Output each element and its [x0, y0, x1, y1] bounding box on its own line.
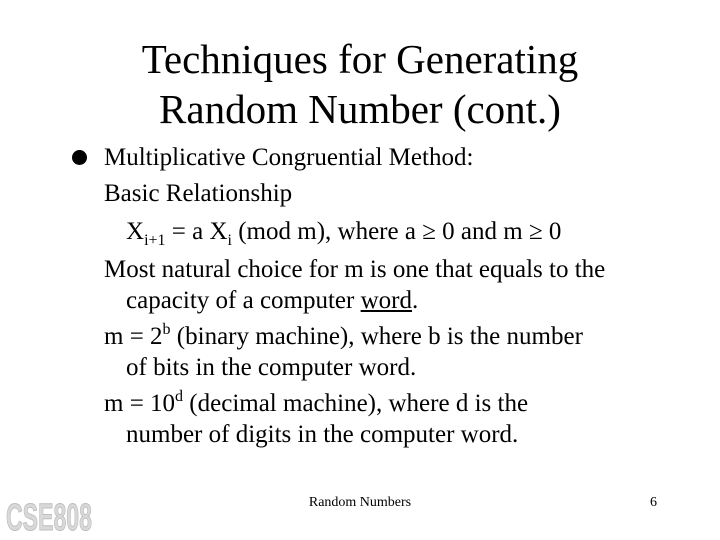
footer-title: Random Numbers — [308, 495, 412, 510]
binary-exponent: b — [162, 321, 171, 338]
decimal-suffix: (decimal machine), where d is the — [183, 390, 529, 417]
recurrence-formula — [126, 216, 561, 247]
natural-choice-suffix: . — [412, 287, 419, 314]
natural-choice-line-1: Most natural choice for m is one that equals to the — [104, 256, 606, 283]
formula-subscript-next: i+1 — [144, 232, 166, 249]
formula-rest: (mod m), where a ≥ 0 and m ≥ 0 — [231, 218, 562, 245]
binary-prefix: m = 2 — [104, 323, 163, 350]
decimal-line-1 — [104, 388, 528, 419]
logo-text: CSE808 — [6, 497, 92, 539]
basic-relationship-label: Basic Relationship — [104, 180, 293, 207]
formula-subscript-i: i — [227, 232, 232, 249]
bullet-icon — [72, 150, 87, 165]
formula-equals: = a X — [165, 218, 228, 245]
underlined-word: word — [360, 287, 412, 314]
binary-line-1 — [104, 321, 583, 352]
binary-suffix: (binary machine), where b is the number — [170, 323, 583, 350]
slide-title — [0, 34, 720, 134]
method-heading: Multiplicative Congruential Method: — [104, 144, 474, 171]
decimal-line-2: number of digits in the computer word. — [126, 421, 519, 448]
slide-title-line-2: Random Number (cont.) — [159, 86, 561, 132]
formula-x: X — [126, 218, 145, 245]
binary-line-2: of bits in the computer word. — [126, 354, 417, 381]
natural-choice-line-2 — [126, 285, 418, 316]
decimal-prefix: m = 10 — [104, 390, 176, 417]
natural-choice-prefix: capacity of a computer — [126, 287, 361, 314]
decimal-exponent: d — [175, 388, 184, 405]
page-number: 6 — [650, 495, 657, 510]
slide-title-line-1: Techniques for Generating — [141, 36, 579, 82]
